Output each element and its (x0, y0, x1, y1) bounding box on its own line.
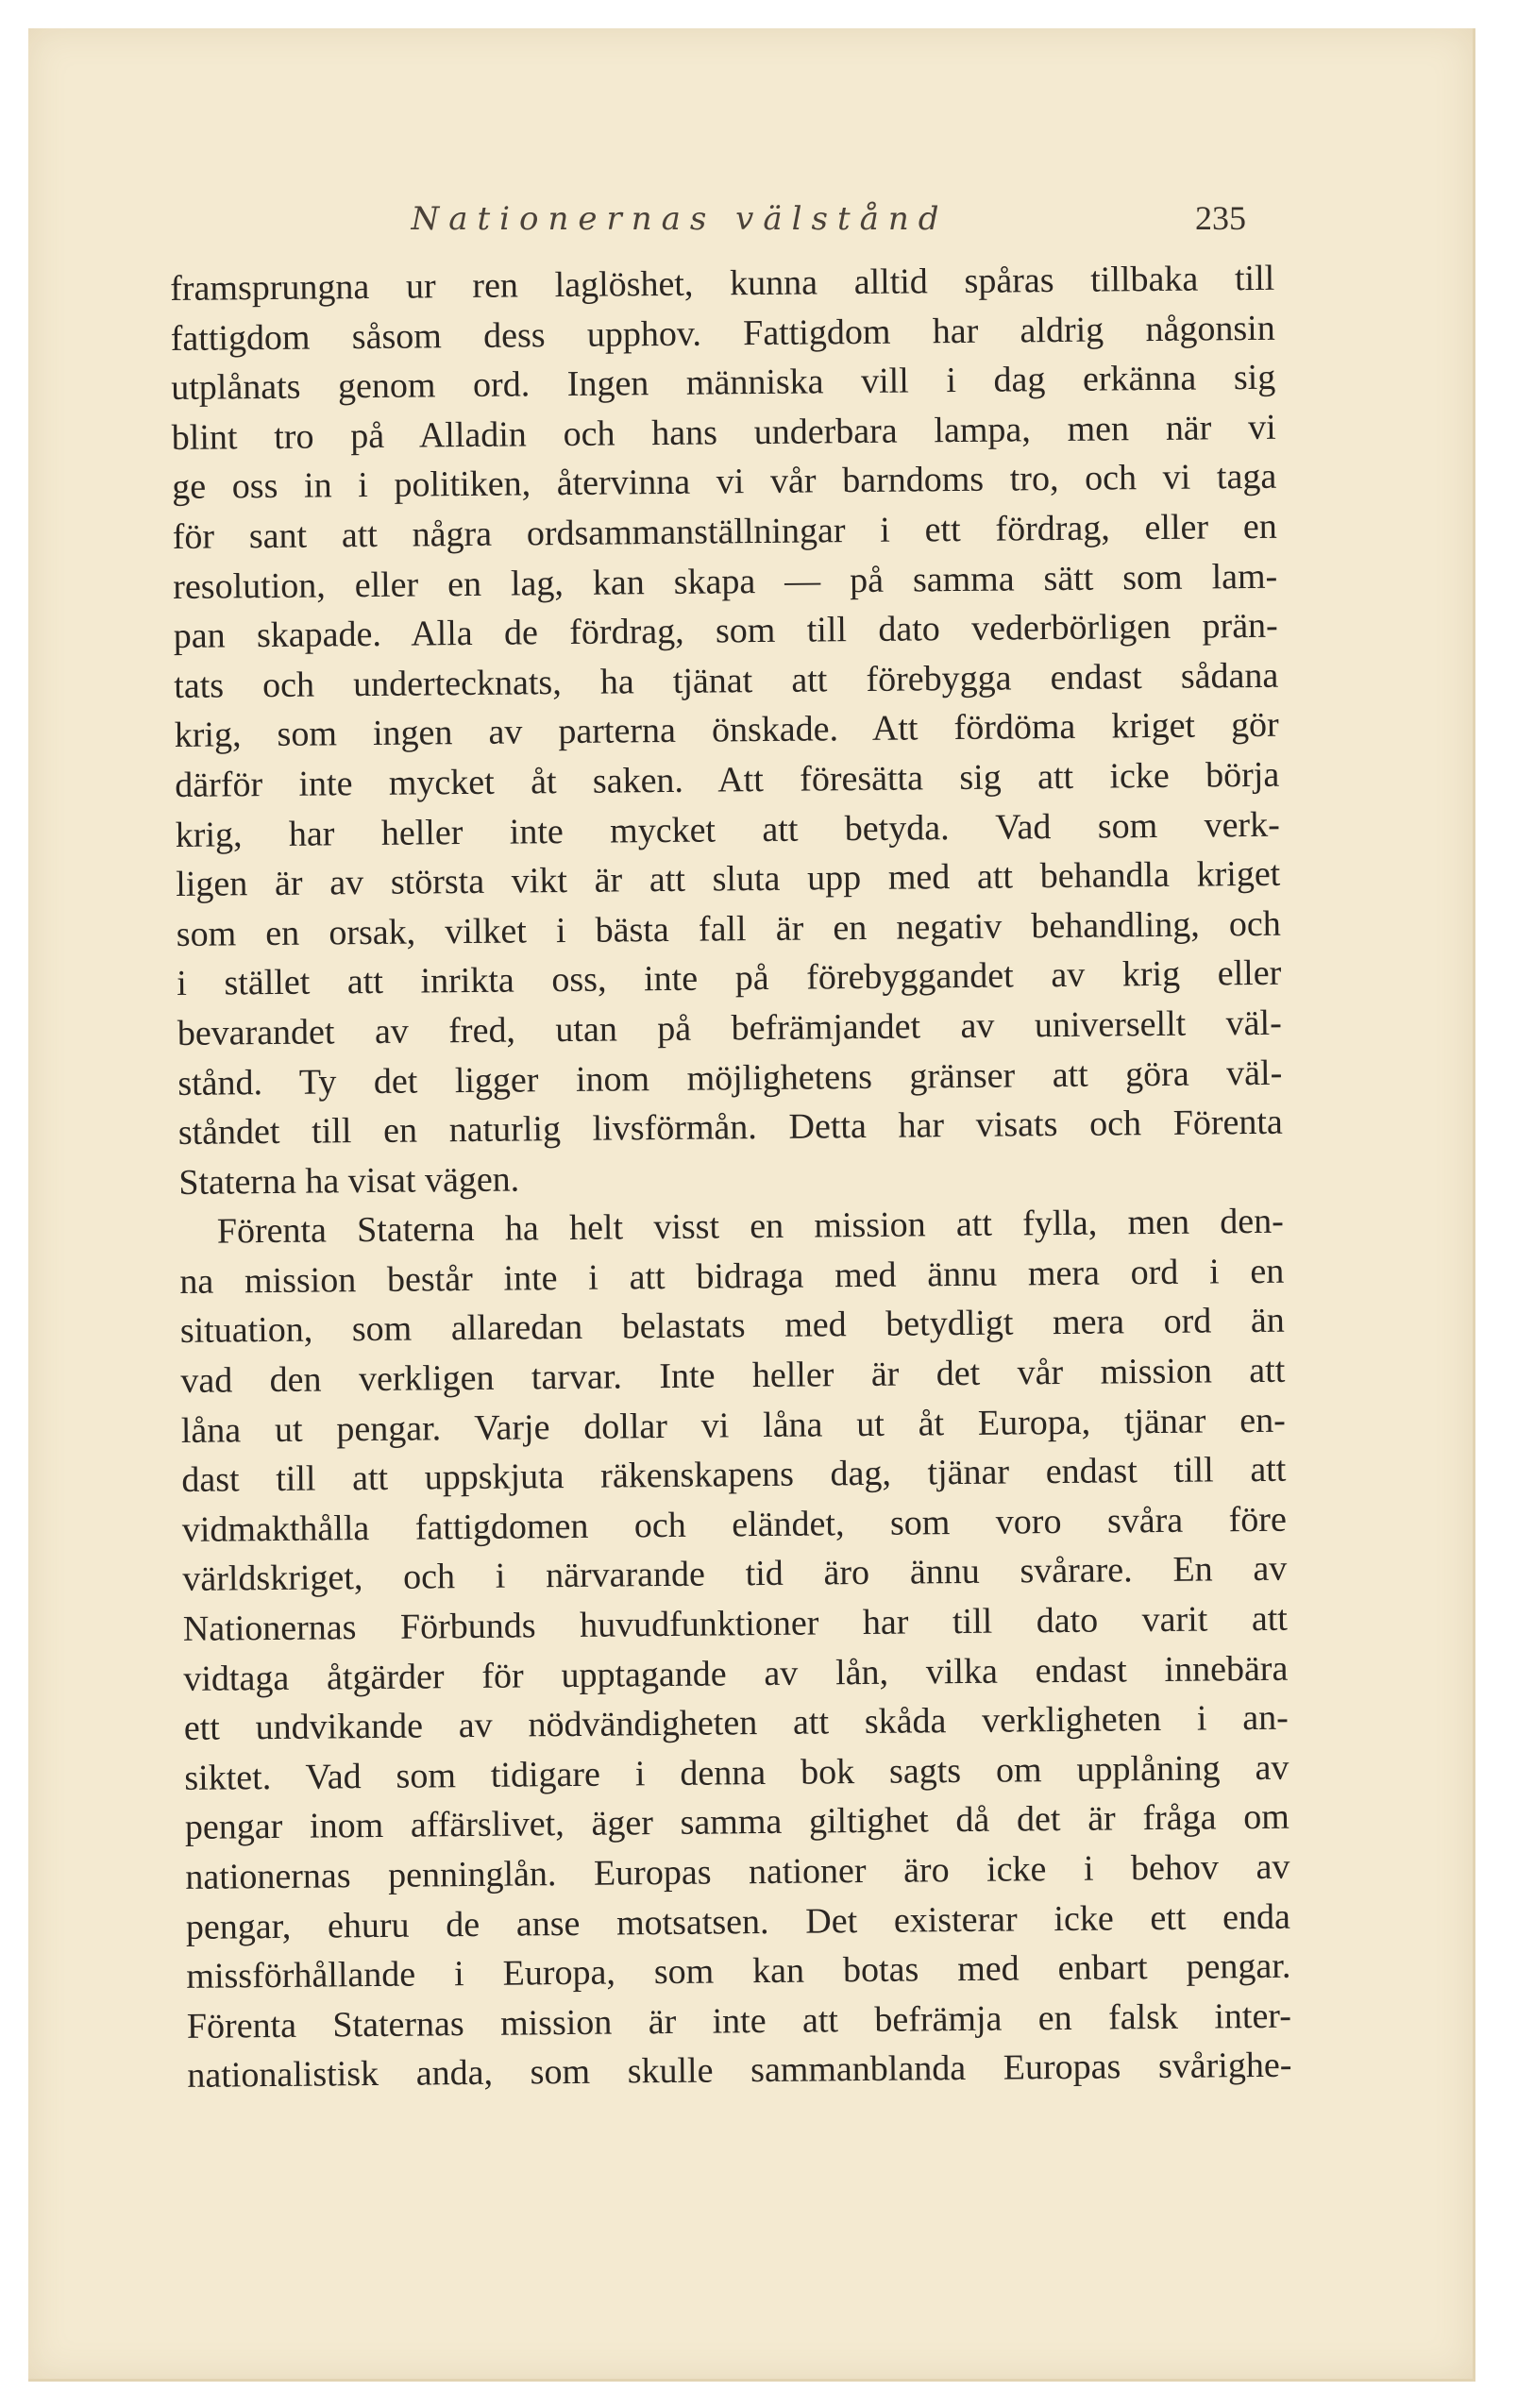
text-line: världskriget, och i närvarande tid äro ännu svårare. En av (182, 1549, 1288, 1600)
text-line: i stället att inrikta oss, inte på förebyggandet av krig eller (177, 953, 1282, 1004)
running-head (208, 191, 1246, 257)
text-line: utplånats genom ord. Ingen människa vill i dag erkänna sig (171, 357, 1276, 409)
text-line: fattigdom såsom dess upphov. Fattigdom har aldrig någonsin (170, 308, 1275, 359)
text-line: Förenta Staternas mission är inte att befrämja en falsk inter- (186, 1995, 1292, 2046)
paragraph-end-line: Staterna ha visat vägen. (178, 1159, 520, 1203)
text-line: vidtaga åtgärder för upptagande av lån, vilka endast innebära (183, 1648, 1289, 1699)
text-line: pan skapade. Alla de fördrag, som till dato vederbörligen prän- (173, 605, 1278, 657)
text-line: pengar inom affärslivet, äger samma giltighet då det är fråga om (184, 1797, 1290, 1848)
paragraph-start-line: Förenta Staterna ha helt visst en mission att fylla, men den- (216, 1202, 1284, 1252)
text-line: nationernas penninglån. Europas nationer äro icke i behov av (185, 1846, 1290, 1897)
text-line: låna ut pengar. Varje dollar vi låna ut åt Europa, tjänar en- (180, 1400, 1287, 1451)
body-text (170, 254, 1292, 2101)
running-title: Nationernas välstånd (411, 200, 949, 238)
text-line: situation, som allaredan belastats med betydligt mera ord än (179, 1301, 1285, 1352)
text-line: resolution, eller en lag, kan skapa — på samma sätt som lam- (173, 556, 1278, 607)
text-line: ståndet till en naturlig livsförmån. Detta har visats och Förenta (177, 1102, 1283, 1153)
text-line: vidmakthålla fattigdomen och eländet, som voro svåra före (181, 1499, 1288, 1550)
text-line: dast till att uppskjuta räkenskapens dag, tjänar endast till att (181, 1449, 1287, 1501)
text-line: stånd. Ty det ligger inom möjlighetens gränser att göra väl- (177, 1052, 1283, 1103)
text-line: för sant att några ordsammanställningar i ett fördrag, eller en (172, 506, 1277, 557)
text-line: ligen är av största vikt är att sluta upp med att behandla kriget (176, 853, 1281, 905)
text-line: vad den verkligen tarvar. Inte heller är det vår mission att (180, 1350, 1286, 1402)
text-line: ett undvikande av nödvändigheten att skåda verkligheten i an- (183, 1697, 1289, 1749)
text-line: na mission består inte i att bidraga med ännu mera ord i en (179, 1251, 1285, 1302)
text-line: tats och undertecknats, ha tjänat att förebygga endast sådana (174, 655, 1279, 706)
text-line: siktet. Vad som tidigare i denna bok sagts om upplåning av (184, 1747, 1289, 1798)
text-line: blint tro på Alladin och hans underbara lampa, men när vi (171, 407, 1276, 458)
text-line: nationalistisk anda, som skulle sammanblanda Europas svårighe- (187, 2046, 1292, 2096)
text-line: krig, som ingen av parterna önskade. Att fördöma kriget gör (174, 705, 1279, 756)
text-line: bevarandet av fred, utan på befrämjandet av universellt väl- (177, 1002, 1282, 1053)
text-line: ge oss in i politiken, återvinna vi vår barndoms tro, och vi taga (172, 457, 1277, 508)
text-line: Nationernas Förbunds huvudfunktioner har till dato varit att (182, 1598, 1289, 1649)
text-line: missförhållande i Europa, som kan botas med enbart pengar. (186, 1945, 1291, 1997)
text-line: pengar, ehuru de anse motsatsen. Det existerar icke ett enda (185, 1896, 1291, 1947)
text-line: krig, har heller inte mycket att betyda. Vad som verk- (175, 804, 1280, 855)
text-line: som en orsak, vilket i bästa fall är en negativ behandling, och (176, 903, 1281, 954)
text-line: därför inte mycket åt saken. Att föresätta sig att icke börja (175, 754, 1280, 805)
text-line: framsprungna ur ren laglöshet, kunna alltid spåras tillbaka till (170, 258, 1275, 309)
book-page (28, 28, 1475, 2382)
page-number: 235 (1195, 199, 1246, 237)
